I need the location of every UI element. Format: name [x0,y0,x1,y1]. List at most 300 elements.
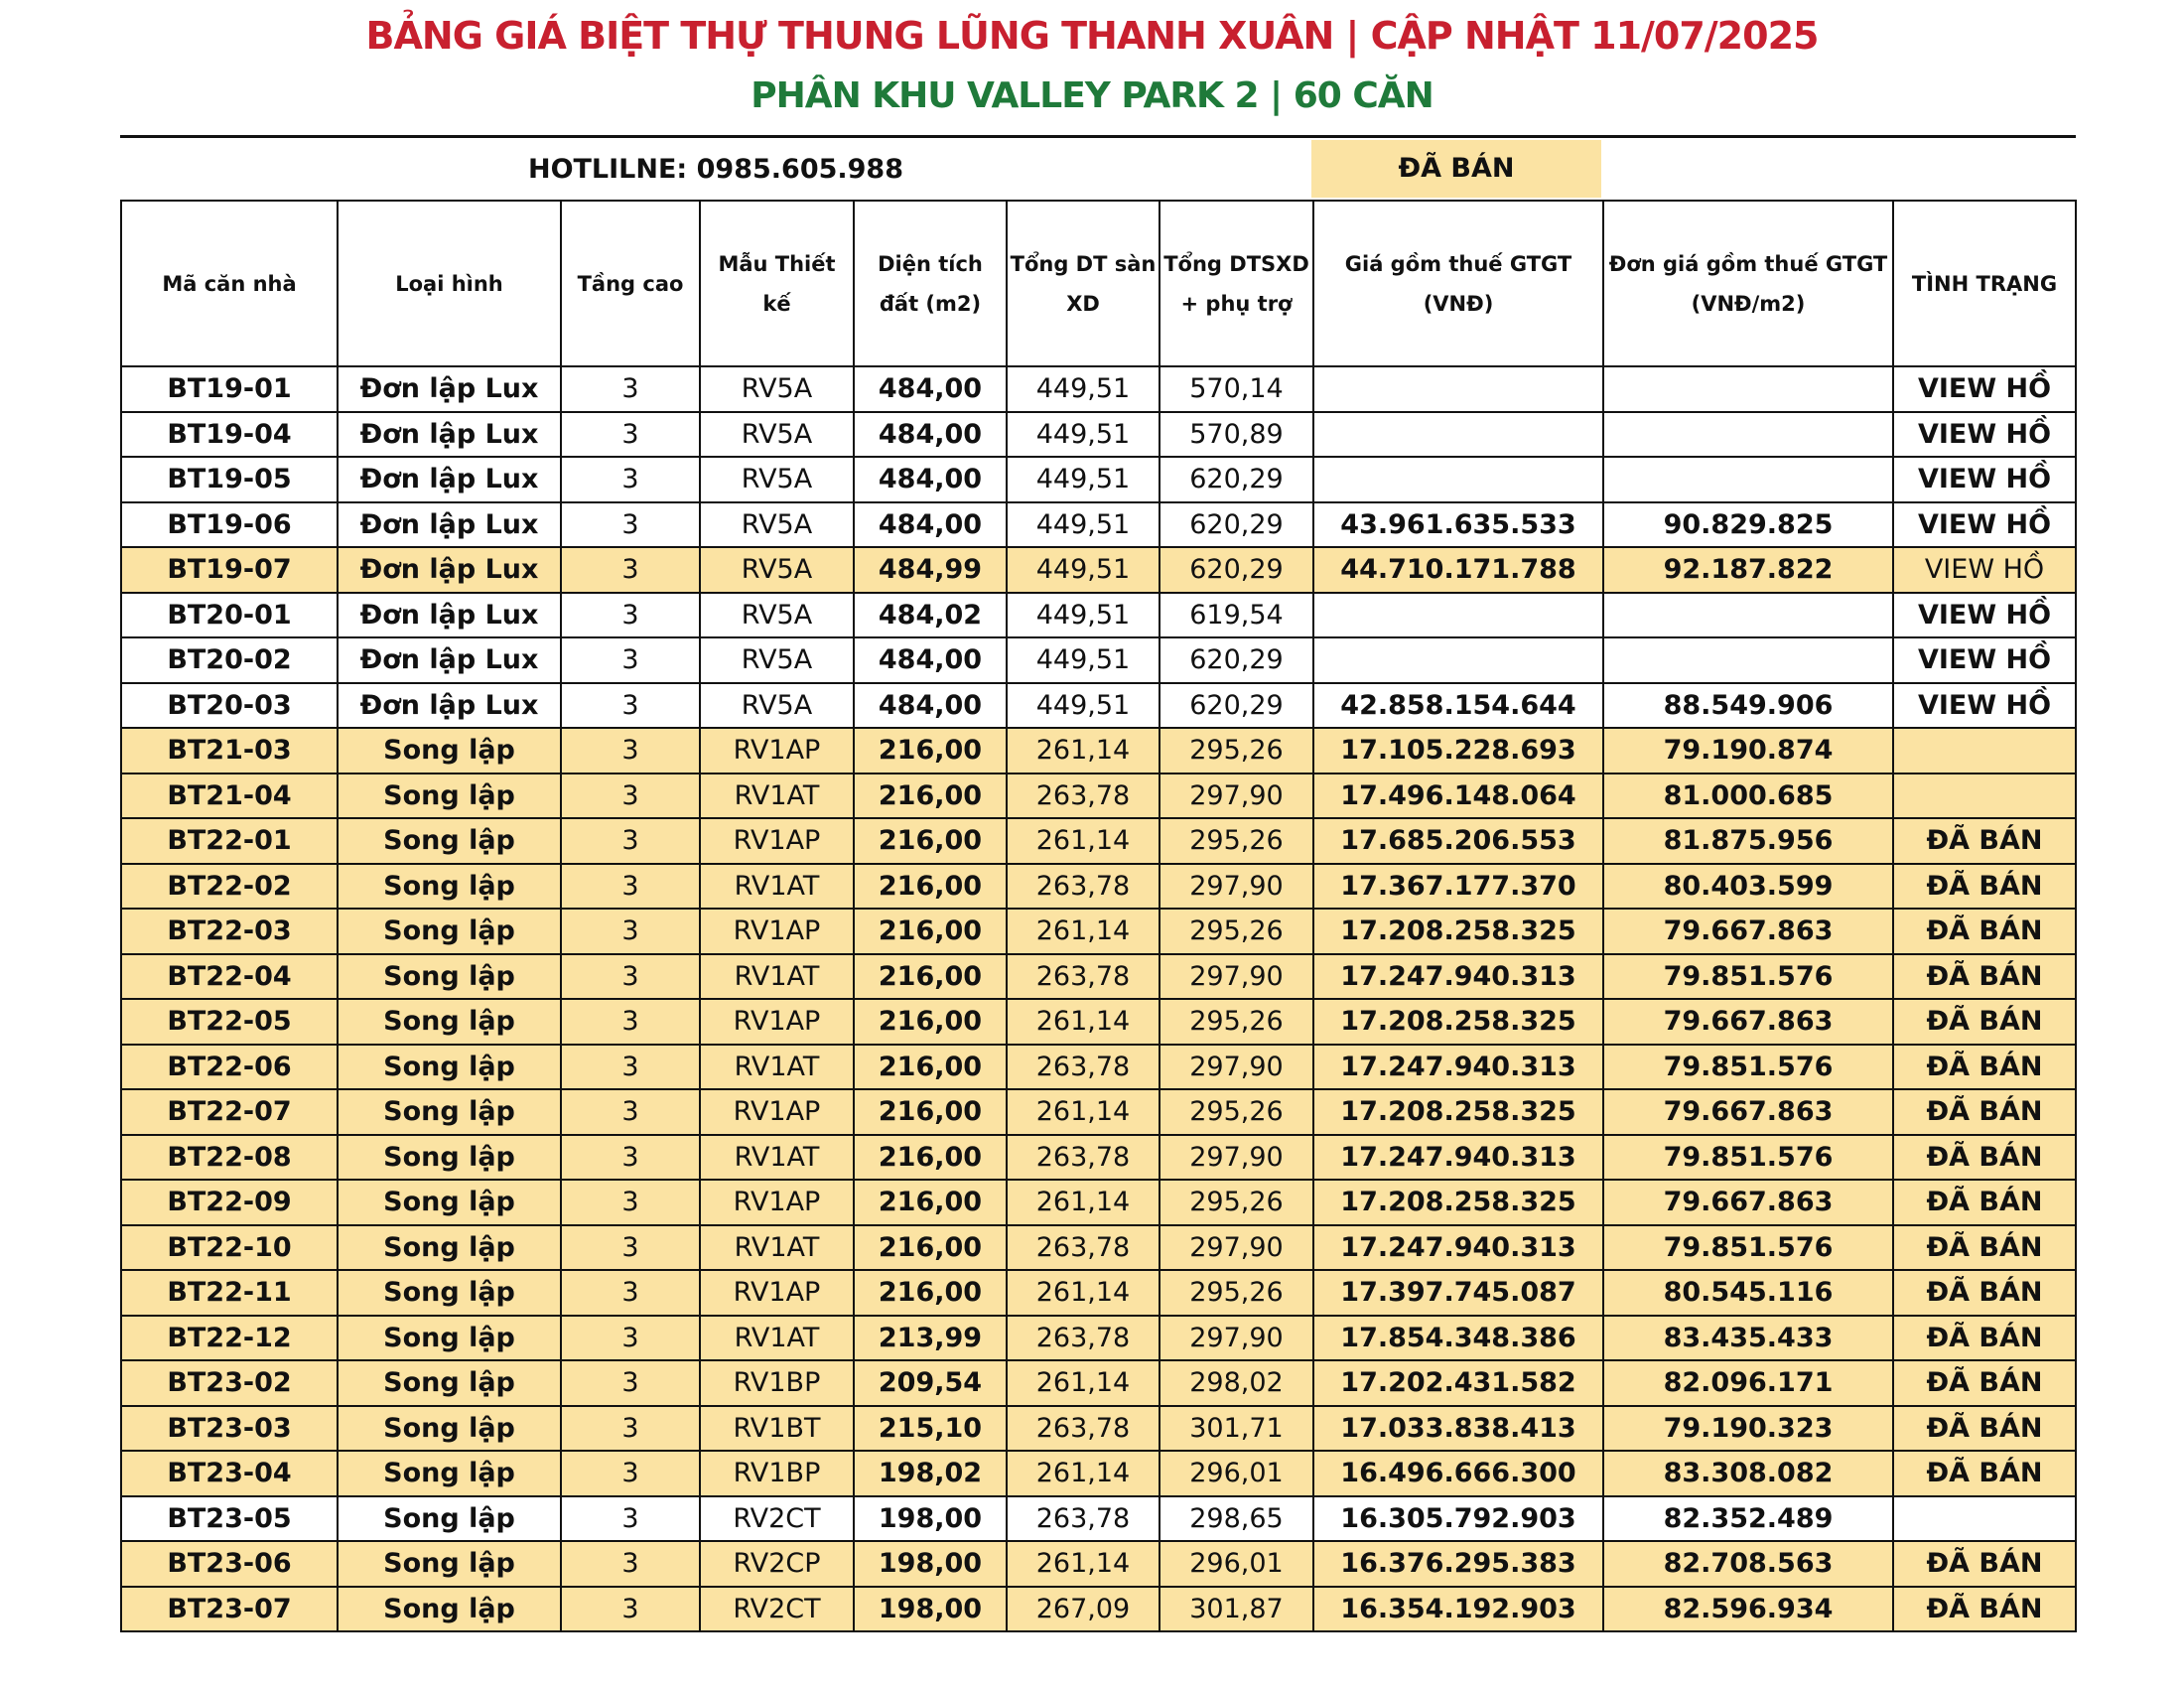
design-cell: RV1BT [700,1406,854,1452]
type-cell: Song lập [338,864,561,910]
status-cell [1893,728,2076,774]
unit-code-cell: BT22-08 [121,1135,338,1181]
table-row [121,457,2076,502]
status-cell: ĐÃ BÁN [1893,1451,2076,1496]
floors-cell: 3 [561,637,700,683]
floors-cell: 3 [561,909,700,954]
floors-cell: 3 [561,683,700,729]
status-cell [1893,774,2076,819]
design-cell: RV5A [700,593,854,638]
unit-price-cell: 90.829.825 [1603,502,1893,548]
design-cell: RV1AT [700,954,854,1000]
unit-price-cell: 81.875.956 [1603,818,1893,864]
floor-area-cell: 261,14 [1007,1541,1160,1587]
design-cell: RV1AP [700,1270,854,1316]
unit-price-cell: 80.403.599 [1603,864,1893,910]
status-cell: ĐÃ BÁN [1893,864,2076,910]
floor-area-cell: 261,14 [1007,818,1160,864]
unit-code-cell: BT19-06 [121,502,338,548]
price-cell: 17.033.838.413 [1313,1406,1603,1452]
type-cell: Đơn lập Lux [338,683,561,729]
floors-cell: 3 [561,1180,700,1225]
land-area-cell: 216,00 [854,1045,1007,1090]
table-row [121,1135,2076,1181]
floor-area-cell: 261,14 [1007,1451,1160,1496]
land-area-cell: 216,00 [854,1180,1007,1225]
price-cell [1313,457,1603,502]
status-cell: ĐÃ BÁN [1893,1316,2076,1361]
unit-price-cell: 92.187.822 [1603,547,1893,593]
status-cell: VIEW HỒ [1893,502,2076,548]
status-cell: ĐÃ BÁN [1893,1180,2076,1225]
table-row [121,1541,2076,1587]
floors-cell: 3 [561,593,700,638]
total-area-cell: 295,26 [1160,1089,1313,1135]
land-area-cell: 216,00 [854,954,1007,1000]
table-row [121,1045,2076,1090]
design-cell: RV5A [700,683,854,729]
price-cell: 17.247.940.313 [1313,1045,1603,1090]
status-cell: VIEW HỒ [1893,412,2076,458]
unit-price-cell: 79.667.863 [1603,999,1893,1045]
design-cell: RV1AP [700,999,854,1045]
land-area-cell: 216,00 [854,1135,1007,1181]
unit-price-cell: 82.096.171 [1603,1360,1893,1406]
unit-price-cell [1603,412,1893,458]
unit-code-cell: BT22-02 [121,864,338,910]
floors-cell: 3 [561,864,700,910]
table-row [121,1451,2076,1496]
column-header-total-area: Tổng DTSXD + phụ trợ [1160,201,1313,366]
floors-cell: 3 [561,1270,700,1316]
price-cell [1313,637,1603,683]
unit-price-cell: 82.708.563 [1603,1541,1893,1587]
status-cell: VIEW HỒ [1893,366,2076,412]
hotline-text: HOTLILNE: 0985.605.988 [527,154,904,185]
price-cell: 16.496.666.300 [1313,1451,1603,1496]
unit-code-cell: BT22-11 [121,1270,338,1316]
status-cell [1893,1496,2076,1542]
title-divider [120,135,2076,138]
price-cell: 17.208.258.325 [1313,1089,1603,1135]
price-cell: 17.202.431.582 [1313,1360,1603,1406]
land-area-cell: 209,54 [854,1360,1007,1406]
column-header-unit-price: Đơn giá gồm thuế GTGT (VNĐ/m2) [1603,201,1893,366]
price-cell [1313,366,1603,412]
total-area-cell: 619,54 [1160,593,1313,638]
table-row [121,1089,2076,1135]
unit-price-cell: 83.308.082 [1603,1451,1893,1496]
land-area-cell: 198,00 [854,1587,1007,1632]
type-cell: Song lập [338,1135,561,1181]
table-row [121,1180,2076,1225]
table-row [121,954,2076,1000]
table-row [121,502,2076,548]
floor-area-cell: 263,78 [1007,1135,1160,1181]
type-cell: Đơn lập Lux [338,412,561,458]
column-header-type: Loại hình [338,201,561,366]
design-cell: RV1AT [700,1316,854,1361]
total-area-cell: 620,29 [1160,683,1313,729]
type-cell: Song lập [338,1270,561,1316]
total-area-cell: 297,90 [1160,954,1313,1000]
floors-cell: 3 [561,1587,700,1632]
status-cell: ĐÃ BÁN [1893,1135,2076,1181]
unit-code-cell: BT19-04 [121,412,338,458]
type-cell: Song lập [338,1316,561,1361]
total-area-cell: 301,71 [1160,1406,1313,1452]
type-cell: Song lập [338,999,561,1045]
unit-code-cell: BT22-05 [121,999,338,1045]
land-area-cell: 216,00 [854,1270,1007,1316]
price-cell: 44.710.171.788 [1313,547,1603,593]
unit-code-cell: BT22-10 [121,1225,338,1271]
price-cell: 43.961.635.533 [1313,502,1603,548]
unit-code-cell: BT20-03 [121,683,338,729]
floors-cell: 3 [561,1360,700,1406]
floor-area-cell: 263,78 [1007,774,1160,819]
land-area-cell: 216,00 [854,909,1007,954]
table-header-row [121,201,2076,366]
land-area-cell: 216,00 [854,864,1007,910]
land-area-cell: 198,00 [854,1496,1007,1542]
unit-code-cell: BT20-02 [121,637,338,683]
type-cell: Song lập [338,1587,561,1632]
total-area-cell: 620,29 [1160,547,1313,593]
design-cell: RV5A [700,502,854,548]
column-header-floor-area: Tổng DT sàn XD [1007,201,1160,366]
table-row [121,1587,2076,1632]
status-cell: VIEW HỒ [1893,547,2076,593]
floors-cell: 3 [561,1089,700,1135]
design-cell: RV1AT [700,1045,854,1090]
floors-cell: 3 [561,1541,700,1587]
total-area-cell: 297,90 [1160,1316,1313,1361]
table-row [121,864,2076,910]
price-cell: 17.208.258.325 [1313,909,1603,954]
column-header-design: Mẫu Thiết kế [700,201,854,366]
unit-code-cell: BT22-03 [121,909,338,954]
price-cell: 17.105.228.693 [1313,728,1603,774]
land-area-cell: 216,00 [854,1089,1007,1135]
total-area-cell: 570,89 [1160,412,1313,458]
land-area-cell: 484,00 [854,502,1007,548]
type-cell: Song lập [338,774,561,819]
unit-price-cell [1603,457,1893,502]
floors-cell: 3 [561,818,700,864]
status-cell: ĐÃ BÁN [1893,1587,2076,1632]
unit-price-cell: 79.851.576 [1603,1225,1893,1271]
floor-area-cell: 263,78 [1007,1045,1160,1090]
type-cell: Đơn lập Lux [338,593,561,638]
design-cell: RV1AT [700,1135,854,1181]
unit-code-cell: BT23-05 [121,1496,338,1542]
total-area-cell: 297,90 [1160,774,1313,819]
total-area-cell: 620,29 [1160,637,1313,683]
land-area-cell: 484,00 [854,637,1007,683]
unit-code-cell: BT21-04 [121,774,338,819]
status-cell: ĐÃ BÁN [1893,818,2076,864]
floor-area-cell: 263,78 [1007,954,1160,1000]
table-row [121,637,2076,683]
floors-cell: 3 [561,774,700,819]
floors-cell: 3 [561,457,700,502]
total-area-cell: 297,90 [1160,1225,1313,1271]
price-cell: 17.208.258.325 [1313,999,1603,1045]
table-row [121,909,2076,954]
price-cell: 17.247.940.313 [1313,1225,1603,1271]
floor-area-cell: 449,51 [1007,683,1160,729]
type-cell: Đơn lập Lux [338,457,561,502]
floor-area-cell: 263,78 [1007,864,1160,910]
unit-price-cell: 79.667.863 [1603,1180,1893,1225]
price-cell: 17.496.148.064 [1313,774,1603,819]
table-row [121,774,2076,819]
total-area-cell: 298,02 [1160,1360,1313,1406]
floor-area-cell: 263,78 [1007,1496,1160,1542]
unit-code-cell: BT22-04 [121,954,338,1000]
design-cell: RV1AP [700,909,854,954]
table-row [121,412,2076,458]
floors-cell: 3 [561,1316,700,1361]
type-cell: Song lập [338,1496,561,1542]
status-cell: ĐÃ BÁN [1893,1089,2076,1135]
status-cell: ĐÃ BÁN [1893,1406,2076,1452]
floor-area-cell: 261,14 [1007,909,1160,954]
floor-area-cell: 261,14 [1007,1089,1160,1135]
design-cell: RV5A [700,412,854,458]
unit-price-cell [1603,593,1893,638]
total-area-cell: 296,01 [1160,1451,1313,1496]
status-cell: ĐÃ BÁN [1893,909,2076,954]
land-area-cell: 215,10 [854,1406,1007,1452]
table-row [121,366,2076,412]
total-area-cell: 296,01 [1160,1541,1313,1587]
type-cell: Đơn lập Lux [338,637,561,683]
status-cell: ĐÃ BÁN [1893,1360,2076,1406]
design-cell: RV1AT [700,864,854,910]
table-row [121,593,2076,638]
design-cell: RV2CP [700,1541,854,1587]
type-cell: Đơn lập Lux [338,366,561,412]
land-area-cell: 484,00 [854,412,1007,458]
unit-code-cell: BT20-01 [121,593,338,638]
land-area-cell: 484,00 [854,683,1007,729]
floors-cell: 3 [561,1135,700,1181]
table-row [121,547,2076,593]
table-row [121,1316,2076,1361]
total-area-cell: 298,65 [1160,1496,1313,1542]
floors-cell: 3 [561,547,700,593]
floor-area-cell: 449,51 [1007,637,1160,683]
price-cell: 16.305.792.903 [1313,1496,1603,1542]
type-cell: Đơn lập Lux [338,547,561,593]
status-cell: ĐÃ BÁN [1893,999,2076,1045]
design-cell: RV1AP [700,728,854,774]
type-cell: Song lập [338,1045,561,1090]
floor-area-cell: 261,14 [1007,1180,1160,1225]
floors-cell: 3 [561,954,700,1000]
floors-cell: 3 [561,999,700,1045]
unit-code-cell: BT19-05 [121,457,338,502]
type-cell: Song lập [338,818,561,864]
price-cell: 17.247.940.313 [1313,1135,1603,1181]
table-row [121,818,2076,864]
price-cell: 17.247.940.313 [1313,954,1603,1000]
floor-area-cell: 267,09 [1007,1587,1160,1632]
type-cell: Song lập [338,1225,561,1271]
type-cell: Song lập [338,1089,561,1135]
unit-price-cell: 79.190.323 [1603,1406,1893,1452]
floor-area-cell: 261,14 [1007,728,1160,774]
table-row [121,1406,2076,1452]
total-area-cell: 295,26 [1160,1180,1313,1225]
type-cell: Song lập [338,954,561,1000]
unit-code-cell: BT23-04 [121,1451,338,1496]
floor-area-cell: 261,14 [1007,999,1160,1045]
design-cell: RV1BP [700,1451,854,1496]
unit-code-cell: BT22-01 [121,818,338,864]
table-row [121,1225,2076,1271]
floor-area-cell: 263,78 [1007,1406,1160,1452]
floor-area-cell: 449,51 [1007,412,1160,458]
price-cell: 17.397.745.087 [1313,1270,1603,1316]
design-cell: RV1BP [700,1360,854,1406]
floor-area-cell: 449,51 [1007,457,1160,502]
floor-area-cell: 449,51 [1007,593,1160,638]
land-area-cell: 216,00 [854,728,1007,774]
design-cell: RV1AT [700,1225,854,1271]
column-header-floors: Tầng cao [561,201,700,366]
status-cell: ĐÃ BÁN [1893,1225,2076,1271]
type-cell: Song lập [338,728,561,774]
column-header-code: Mã căn nhà [121,201,338,366]
design-cell: RV5A [700,366,854,412]
floors-cell: 3 [561,728,700,774]
land-area-cell: 213,99 [854,1316,1007,1361]
unit-code-cell: BT23-02 [121,1360,338,1406]
unit-price-cell: 81.000.685 [1603,774,1893,819]
total-area-cell: 295,26 [1160,1270,1313,1316]
status-cell: VIEW HỒ [1893,457,2076,502]
price-cell: 17.685.206.553 [1313,818,1603,864]
total-area-cell: 620,29 [1160,457,1313,502]
floors-cell: 3 [561,1496,700,1542]
type-cell: Song lập [338,1180,561,1225]
floor-area-cell: 261,14 [1007,1270,1160,1316]
design-cell: RV1AT [700,774,854,819]
floors-cell: 3 [561,412,700,458]
type-cell: Song lập [338,1406,561,1452]
column-header-status: TÌNH TRẠNG [1893,201,2076,366]
unit-code-cell: BT19-07 [121,547,338,593]
status-cell: ĐÃ BÁN [1893,1270,2076,1316]
type-cell: Song lập [338,909,561,954]
total-area-cell: 297,90 [1160,864,1313,910]
column-header-land-area: Diện tích đất (m2) [854,201,1007,366]
land-area-cell: 198,00 [854,1541,1007,1587]
unit-price-cell [1603,637,1893,683]
price-cell: 16.376.295.383 [1313,1541,1603,1587]
unit-price-cell: 79.667.863 [1603,1089,1893,1135]
floors-cell: 3 [561,366,700,412]
page-title: BẢNG GIÁ BIỆT THỰ THUNG LŨNG THANH XUÂN | CẬP NHẬT 11/07/2025 [365,14,1819,58]
unit-price-cell: 82.352.489 [1603,1496,1893,1542]
unit-code-cell: BT22-06 [121,1045,338,1090]
unit-price-cell: 79.851.576 [1603,1045,1893,1090]
land-area-cell: 216,00 [854,774,1007,819]
land-area-cell: 484,00 [854,457,1007,502]
unit-price-cell: 79.190.874 [1603,728,1893,774]
unit-price-cell: 82.596.934 [1603,1587,1893,1632]
design-cell: RV5A [700,637,854,683]
price-cell: 42.858.154.644 [1313,683,1603,729]
unit-code-cell: BT23-07 [121,1587,338,1632]
unit-price-cell: 88.549.906 [1603,683,1893,729]
total-area-cell: 620,29 [1160,502,1313,548]
status-cell: VIEW HỒ [1893,683,2076,729]
total-area-cell: 301,87 [1160,1587,1313,1632]
total-area-cell: 295,26 [1160,818,1313,864]
table-row [121,999,2076,1045]
status-cell: VIEW HỒ [1893,637,2076,683]
type-cell: Song lập [338,1451,561,1496]
floor-area-cell: 263,78 [1007,1316,1160,1361]
status-cell: ĐÃ BÁN [1893,1045,2076,1090]
total-area-cell: 297,90 [1160,1135,1313,1181]
status-cell: ĐÃ BÁN [1893,954,2076,1000]
table-row [121,1496,2076,1542]
status-cell: ĐÃ BÁN [1893,1541,2076,1587]
status-cell: VIEW HỒ [1893,593,2076,638]
table-body [121,366,2076,1631]
unit-price-cell: 79.851.576 [1603,954,1893,1000]
floor-area-cell: 449,51 [1007,502,1160,548]
unit-code-cell: BT23-03 [121,1406,338,1452]
total-area-cell: 297,90 [1160,1045,1313,1090]
floors-cell: 3 [561,1451,700,1496]
land-area-cell: 484,02 [854,593,1007,638]
unit-code-cell: BT22-09 [121,1180,338,1225]
unit-code-cell: BT21-03 [121,728,338,774]
unit-price-cell: 83.435.433 [1603,1316,1893,1361]
design-cell: RV5A [700,547,854,593]
floor-area-cell: 263,78 [1007,1225,1160,1271]
floor-area-cell: 449,51 [1007,366,1160,412]
price-cell [1313,412,1603,458]
total-area-cell: 570,14 [1160,366,1313,412]
design-cell: RV1AP [700,818,854,864]
total-area-cell: 295,26 [1160,728,1313,774]
land-area-cell: 216,00 [854,999,1007,1045]
floors-cell: 3 [561,1045,700,1090]
table-row [121,1360,2076,1406]
floors-cell: 3 [561,1225,700,1271]
land-area-cell: 484,00 [854,366,1007,412]
design-cell: RV2CT [700,1496,854,1542]
price-cell: 17.854.348.386 [1313,1316,1603,1361]
unit-code-cell: BT22-07 [121,1089,338,1135]
design-cell: RV5A [700,457,854,502]
unit-price-cell: 79.851.576 [1603,1135,1893,1181]
price-cell: 17.208.258.325 [1313,1180,1603,1225]
unit-price-cell: 80.545.116 [1603,1270,1893,1316]
table-row [121,1270,2076,1316]
table-row [121,728,2076,774]
floor-area-cell: 449,51 [1007,547,1160,593]
floors-cell: 3 [561,502,700,548]
land-area-cell: 198,02 [854,1451,1007,1496]
